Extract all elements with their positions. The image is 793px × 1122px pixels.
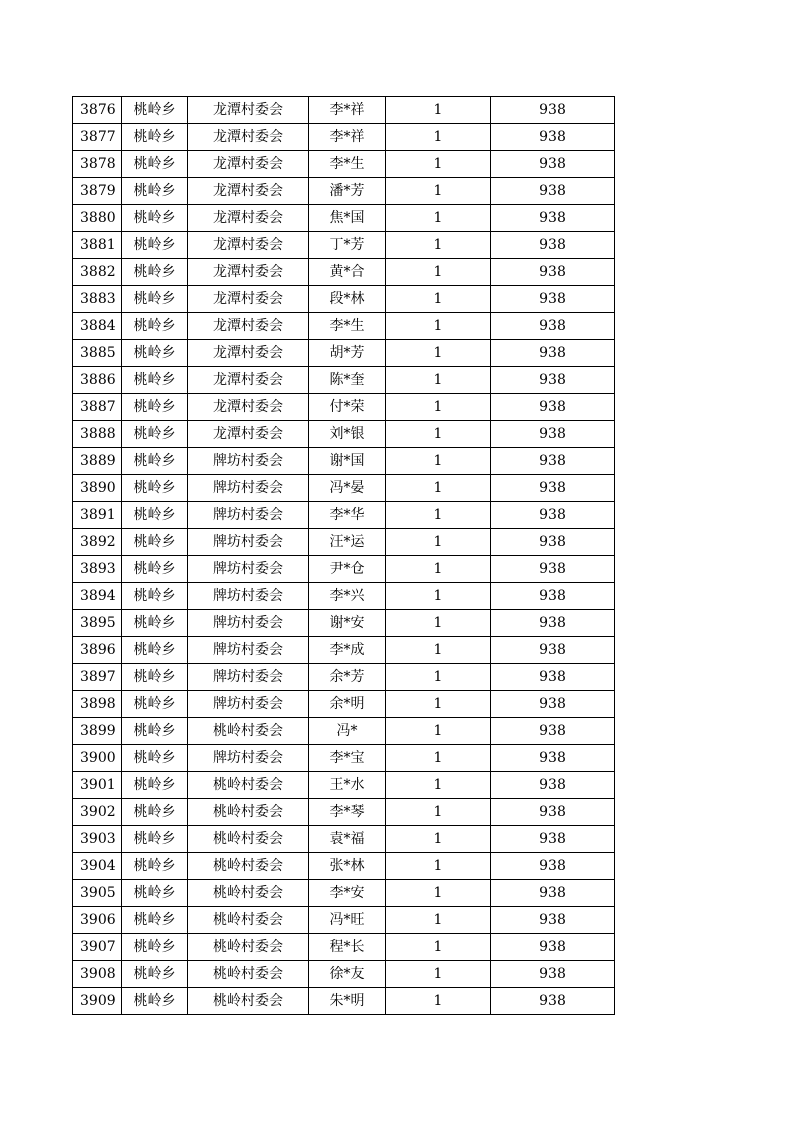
township-cell: 桃岭乡 bbox=[122, 583, 188, 610]
table-row bbox=[73, 205, 615, 232]
name-cell: 李*宝 bbox=[309, 745, 386, 772]
row-number: 3903 bbox=[73, 826, 122, 853]
count-cell: 1 bbox=[386, 826, 491, 853]
table-row bbox=[73, 286, 615, 313]
row-number: 3908 bbox=[73, 961, 122, 988]
row-number: 3879 bbox=[73, 178, 122, 205]
township-cell: 桃岭乡 bbox=[122, 97, 188, 124]
village-committee-cell: 龙潭村委会 bbox=[188, 97, 309, 124]
row-number: 3883 bbox=[73, 286, 122, 313]
name-cell: 胡*芳 bbox=[309, 340, 386, 367]
township-cell: 桃岭乡 bbox=[122, 772, 188, 799]
township-cell: 桃岭乡 bbox=[122, 637, 188, 664]
count-cell: 1 bbox=[386, 907, 491, 934]
row-number: 3904 bbox=[73, 853, 122, 880]
name-cell: 李*安 bbox=[309, 880, 386, 907]
name-cell: 谢*安 bbox=[309, 610, 386, 637]
table-row bbox=[73, 853, 615, 880]
table-row bbox=[73, 529, 615, 556]
amount-cell: 938 bbox=[491, 151, 615, 178]
table-row bbox=[73, 583, 615, 610]
village-committee-cell: 龙潭村委会 bbox=[188, 286, 309, 313]
township-cell: 桃岭乡 bbox=[122, 502, 188, 529]
row-number: 3876 bbox=[73, 97, 122, 124]
count-cell: 1 bbox=[386, 691, 491, 718]
table-row bbox=[73, 178, 615, 205]
row-number: 3891 bbox=[73, 502, 122, 529]
name-cell: 冯*晏 bbox=[309, 475, 386, 502]
count-cell: 1 bbox=[386, 367, 491, 394]
township-cell: 桃岭乡 bbox=[122, 178, 188, 205]
name-cell: 段*林 bbox=[309, 286, 386, 313]
table-row bbox=[73, 259, 615, 286]
amount-cell: 938 bbox=[491, 880, 615, 907]
name-cell: 余*芳 bbox=[309, 664, 386, 691]
row-number: 3887 bbox=[73, 394, 122, 421]
amount-cell: 938 bbox=[491, 475, 615, 502]
count-cell: 1 bbox=[386, 799, 491, 826]
township-cell: 桃岭乡 bbox=[122, 745, 188, 772]
row-number: 3888 bbox=[73, 421, 122, 448]
township-cell: 桃岭乡 bbox=[122, 691, 188, 718]
amount-cell: 938 bbox=[491, 448, 615, 475]
village-committee-cell: 牌坊村委会 bbox=[188, 502, 309, 529]
count-cell: 1 bbox=[386, 232, 491, 259]
row-number: 3900 bbox=[73, 745, 122, 772]
row-number: 3894 bbox=[73, 583, 122, 610]
village-committee-cell: 龙潭村委会 bbox=[188, 124, 309, 151]
data-table bbox=[72, 96, 615, 1015]
township-cell: 桃岭乡 bbox=[122, 718, 188, 745]
row-number: 3896 bbox=[73, 637, 122, 664]
township-cell: 桃岭乡 bbox=[122, 556, 188, 583]
table-row bbox=[73, 367, 615, 394]
count-cell: 1 bbox=[386, 880, 491, 907]
row-number: 3893 bbox=[73, 556, 122, 583]
row-number: 3902 bbox=[73, 799, 122, 826]
count-cell: 1 bbox=[386, 610, 491, 637]
township-cell: 桃岭乡 bbox=[122, 340, 188, 367]
count-cell: 1 bbox=[386, 718, 491, 745]
township-cell: 桃岭乡 bbox=[122, 151, 188, 178]
name-cell: 李*兴 bbox=[309, 583, 386, 610]
village-committee-cell: 桃岭村委会 bbox=[188, 934, 309, 961]
table-row bbox=[73, 232, 615, 259]
name-cell: 李*生 bbox=[309, 151, 386, 178]
count-cell: 1 bbox=[386, 340, 491, 367]
row-number: 3886 bbox=[73, 367, 122, 394]
amount-cell: 938 bbox=[491, 367, 615, 394]
village-committee-cell: 龙潭村委会 bbox=[188, 394, 309, 421]
table-row bbox=[73, 799, 615, 826]
count-cell: 1 bbox=[386, 961, 491, 988]
amount-cell: 938 bbox=[491, 124, 615, 151]
table-row bbox=[73, 718, 615, 745]
amount-cell: 938 bbox=[491, 934, 615, 961]
name-cell: 刘*银 bbox=[309, 421, 386, 448]
count-cell: 1 bbox=[386, 313, 491, 340]
name-cell: 冯* bbox=[309, 718, 386, 745]
amount-cell: 938 bbox=[491, 394, 615, 421]
amount-cell: 938 bbox=[491, 529, 615, 556]
township-cell: 桃岭乡 bbox=[122, 799, 188, 826]
name-cell: 丁*芳 bbox=[309, 232, 386, 259]
township-cell: 桃岭乡 bbox=[122, 421, 188, 448]
row-number: 3885 bbox=[73, 340, 122, 367]
name-cell: 李*华 bbox=[309, 502, 386, 529]
table-row bbox=[73, 502, 615, 529]
village-committee-cell: 桃岭村委会 bbox=[188, 772, 309, 799]
table-row bbox=[73, 97, 615, 124]
village-committee-cell: 桃岭村委会 bbox=[188, 907, 309, 934]
table-row bbox=[73, 394, 615, 421]
count-cell: 1 bbox=[386, 772, 491, 799]
row-number: 3882 bbox=[73, 259, 122, 286]
amount-cell: 938 bbox=[491, 556, 615, 583]
count-cell: 1 bbox=[386, 286, 491, 313]
count-cell: 1 bbox=[386, 124, 491, 151]
table-row bbox=[73, 880, 615, 907]
village-committee-cell: 牌坊村委会 bbox=[188, 448, 309, 475]
village-committee-cell: 桃岭村委会 bbox=[188, 853, 309, 880]
village-committee-cell: 龙潭村委会 bbox=[188, 178, 309, 205]
count-cell: 1 bbox=[386, 205, 491, 232]
name-cell: 汪*运 bbox=[309, 529, 386, 556]
row-number: 3881 bbox=[73, 232, 122, 259]
row-number: 3901 bbox=[73, 772, 122, 799]
table-row bbox=[73, 934, 615, 961]
count-cell: 1 bbox=[386, 934, 491, 961]
village-committee-cell: 龙潭村委会 bbox=[188, 151, 309, 178]
amount-cell: 938 bbox=[491, 583, 615, 610]
village-committee-cell: 牌坊村委会 bbox=[188, 691, 309, 718]
count-cell: 1 bbox=[386, 421, 491, 448]
amount-cell: 938 bbox=[491, 97, 615, 124]
township-cell: 桃岭乡 bbox=[122, 664, 188, 691]
village-committee-cell: 牌坊村委会 bbox=[188, 745, 309, 772]
table-row bbox=[73, 340, 615, 367]
name-cell: 尹*仓 bbox=[309, 556, 386, 583]
count-cell: 1 bbox=[386, 394, 491, 421]
name-cell: 袁*福 bbox=[309, 826, 386, 853]
name-cell: 黄*合 bbox=[309, 259, 386, 286]
count-cell: 1 bbox=[386, 259, 491, 286]
township-cell: 桃岭乡 bbox=[122, 286, 188, 313]
row-number: 3884 bbox=[73, 313, 122, 340]
amount-cell: 938 bbox=[491, 637, 615, 664]
village-committee-cell: 桃岭村委会 bbox=[188, 718, 309, 745]
name-cell: 陈*奎 bbox=[309, 367, 386, 394]
township-cell: 桃岭乡 bbox=[122, 961, 188, 988]
row-number: 3895 bbox=[73, 610, 122, 637]
count-cell: 1 bbox=[386, 529, 491, 556]
amount-cell: 938 bbox=[491, 745, 615, 772]
amount-cell: 938 bbox=[491, 178, 615, 205]
township-cell: 桃岭乡 bbox=[122, 907, 188, 934]
township-cell: 桃岭乡 bbox=[122, 205, 188, 232]
township-cell: 桃岭乡 bbox=[122, 232, 188, 259]
count-cell: 1 bbox=[386, 637, 491, 664]
name-cell: 焦*国 bbox=[309, 205, 386, 232]
row-number: 3890 bbox=[73, 475, 122, 502]
table-row bbox=[73, 988, 615, 1015]
amount-cell: 938 bbox=[491, 205, 615, 232]
table-body bbox=[73, 97, 615, 1015]
count-cell: 1 bbox=[386, 745, 491, 772]
table-row bbox=[73, 664, 615, 691]
amount-cell: 938 bbox=[491, 826, 615, 853]
township-cell: 桃岭乡 bbox=[122, 367, 188, 394]
name-cell: 王*水 bbox=[309, 772, 386, 799]
table-row bbox=[73, 475, 615, 502]
village-committee-cell: 牌坊村委会 bbox=[188, 583, 309, 610]
amount-cell: 938 bbox=[491, 691, 615, 718]
count-cell: 1 bbox=[386, 502, 491, 529]
village-committee-cell: 桃岭村委会 bbox=[188, 826, 309, 853]
amount-cell: 938 bbox=[491, 718, 615, 745]
village-committee-cell: 桃岭村委会 bbox=[188, 961, 309, 988]
row-number: 3906 bbox=[73, 907, 122, 934]
table-row bbox=[73, 907, 615, 934]
township-cell: 桃岭乡 bbox=[122, 610, 188, 637]
township-cell: 桃岭乡 bbox=[122, 880, 188, 907]
village-committee-cell: 龙潭村委会 bbox=[188, 421, 309, 448]
amount-cell: 938 bbox=[491, 988, 615, 1015]
amount-cell: 938 bbox=[491, 853, 615, 880]
amount-cell: 938 bbox=[491, 961, 615, 988]
row-number: 3907 bbox=[73, 934, 122, 961]
row-number: 3899 bbox=[73, 718, 122, 745]
township-cell: 桃岭乡 bbox=[122, 394, 188, 421]
row-number: 3877 bbox=[73, 124, 122, 151]
row-number: 3898 bbox=[73, 691, 122, 718]
township-cell: 桃岭乡 bbox=[122, 826, 188, 853]
township-cell: 桃岭乡 bbox=[122, 313, 188, 340]
name-cell: 朱*明 bbox=[309, 988, 386, 1015]
amount-cell: 938 bbox=[491, 286, 615, 313]
table-row bbox=[73, 610, 615, 637]
count-cell: 1 bbox=[386, 151, 491, 178]
name-cell: 李*琴 bbox=[309, 799, 386, 826]
amount-cell: 938 bbox=[491, 772, 615, 799]
name-cell: 李*成 bbox=[309, 637, 386, 664]
row-number: 3889 bbox=[73, 448, 122, 475]
name-cell: 程*长 bbox=[309, 934, 386, 961]
row-number: 3880 bbox=[73, 205, 122, 232]
village-committee-cell: 龙潭村委会 bbox=[188, 259, 309, 286]
row-number: 3909 bbox=[73, 988, 122, 1015]
township-cell: 桃岭乡 bbox=[122, 448, 188, 475]
name-cell: 张*林 bbox=[309, 853, 386, 880]
row-number: 3892 bbox=[73, 529, 122, 556]
table-row bbox=[73, 313, 615, 340]
count-cell: 1 bbox=[386, 97, 491, 124]
amount-cell: 938 bbox=[491, 232, 615, 259]
count-cell: 1 bbox=[386, 988, 491, 1015]
amount-cell: 938 bbox=[491, 421, 615, 448]
name-cell: 李*祥 bbox=[309, 124, 386, 151]
village-committee-cell: 桃岭村委会 bbox=[188, 880, 309, 907]
village-committee-cell: 牌坊村委会 bbox=[188, 610, 309, 637]
township-cell: 桃岭乡 bbox=[122, 529, 188, 556]
name-cell: 冯*旺 bbox=[309, 907, 386, 934]
table-row bbox=[73, 448, 615, 475]
count-cell: 1 bbox=[386, 448, 491, 475]
village-committee-cell: 牌坊村委会 bbox=[188, 529, 309, 556]
name-cell: 余*明 bbox=[309, 691, 386, 718]
village-committee-cell: 龙潭村委会 bbox=[188, 340, 309, 367]
amount-cell: 938 bbox=[491, 610, 615, 637]
village-committee-cell: 牌坊村委会 bbox=[188, 637, 309, 664]
amount-cell: 938 bbox=[491, 259, 615, 286]
name-cell: 谢*国 bbox=[309, 448, 386, 475]
name-cell: 潘*芳 bbox=[309, 178, 386, 205]
name-cell: 李*祥 bbox=[309, 97, 386, 124]
table-row bbox=[73, 124, 615, 151]
village-committee-cell: 桃岭村委会 bbox=[188, 988, 309, 1015]
village-committee-cell: 龙潭村委会 bbox=[188, 367, 309, 394]
count-cell: 1 bbox=[386, 853, 491, 880]
name-cell: 付*荣 bbox=[309, 394, 386, 421]
row-number: 3905 bbox=[73, 880, 122, 907]
row-number: 3878 bbox=[73, 151, 122, 178]
village-committee-cell: 牌坊村委会 bbox=[188, 664, 309, 691]
count-cell: 1 bbox=[386, 583, 491, 610]
table-row bbox=[73, 961, 615, 988]
amount-cell: 938 bbox=[491, 340, 615, 367]
township-cell: 桃岭乡 bbox=[122, 475, 188, 502]
amount-cell: 938 bbox=[491, 502, 615, 529]
township-cell: 桃岭乡 bbox=[122, 853, 188, 880]
table-row bbox=[73, 556, 615, 583]
village-committee-cell: 牌坊村委会 bbox=[188, 475, 309, 502]
village-committee-cell: 牌坊村委会 bbox=[188, 556, 309, 583]
amount-cell: 938 bbox=[491, 313, 615, 340]
table-row bbox=[73, 826, 615, 853]
township-cell: 桃岭乡 bbox=[122, 934, 188, 961]
table-row bbox=[73, 637, 615, 664]
table-row bbox=[73, 421, 615, 448]
row-number: 3897 bbox=[73, 664, 122, 691]
table-row bbox=[73, 691, 615, 718]
amount-cell: 938 bbox=[491, 799, 615, 826]
table-row bbox=[73, 772, 615, 799]
count-cell: 1 bbox=[386, 664, 491, 691]
table-row bbox=[73, 151, 615, 178]
township-cell: 桃岭乡 bbox=[122, 988, 188, 1015]
village-committee-cell: 龙潭村委会 bbox=[188, 232, 309, 259]
village-committee-cell: 龙潭村委会 bbox=[188, 205, 309, 232]
count-cell: 1 bbox=[386, 556, 491, 583]
village-committee-cell: 桃岭村委会 bbox=[188, 799, 309, 826]
count-cell: 1 bbox=[386, 178, 491, 205]
village-committee-cell: 龙潭村委会 bbox=[188, 313, 309, 340]
amount-cell: 938 bbox=[491, 907, 615, 934]
name-cell: 李*生 bbox=[309, 313, 386, 340]
township-cell: 桃岭乡 bbox=[122, 259, 188, 286]
table-row bbox=[73, 745, 615, 772]
name-cell: 徐*友 bbox=[309, 961, 386, 988]
amount-cell: 938 bbox=[491, 664, 615, 691]
count-cell: 1 bbox=[386, 475, 491, 502]
township-cell: 桃岭乡 bbox=[122, 124, 188, 151]
